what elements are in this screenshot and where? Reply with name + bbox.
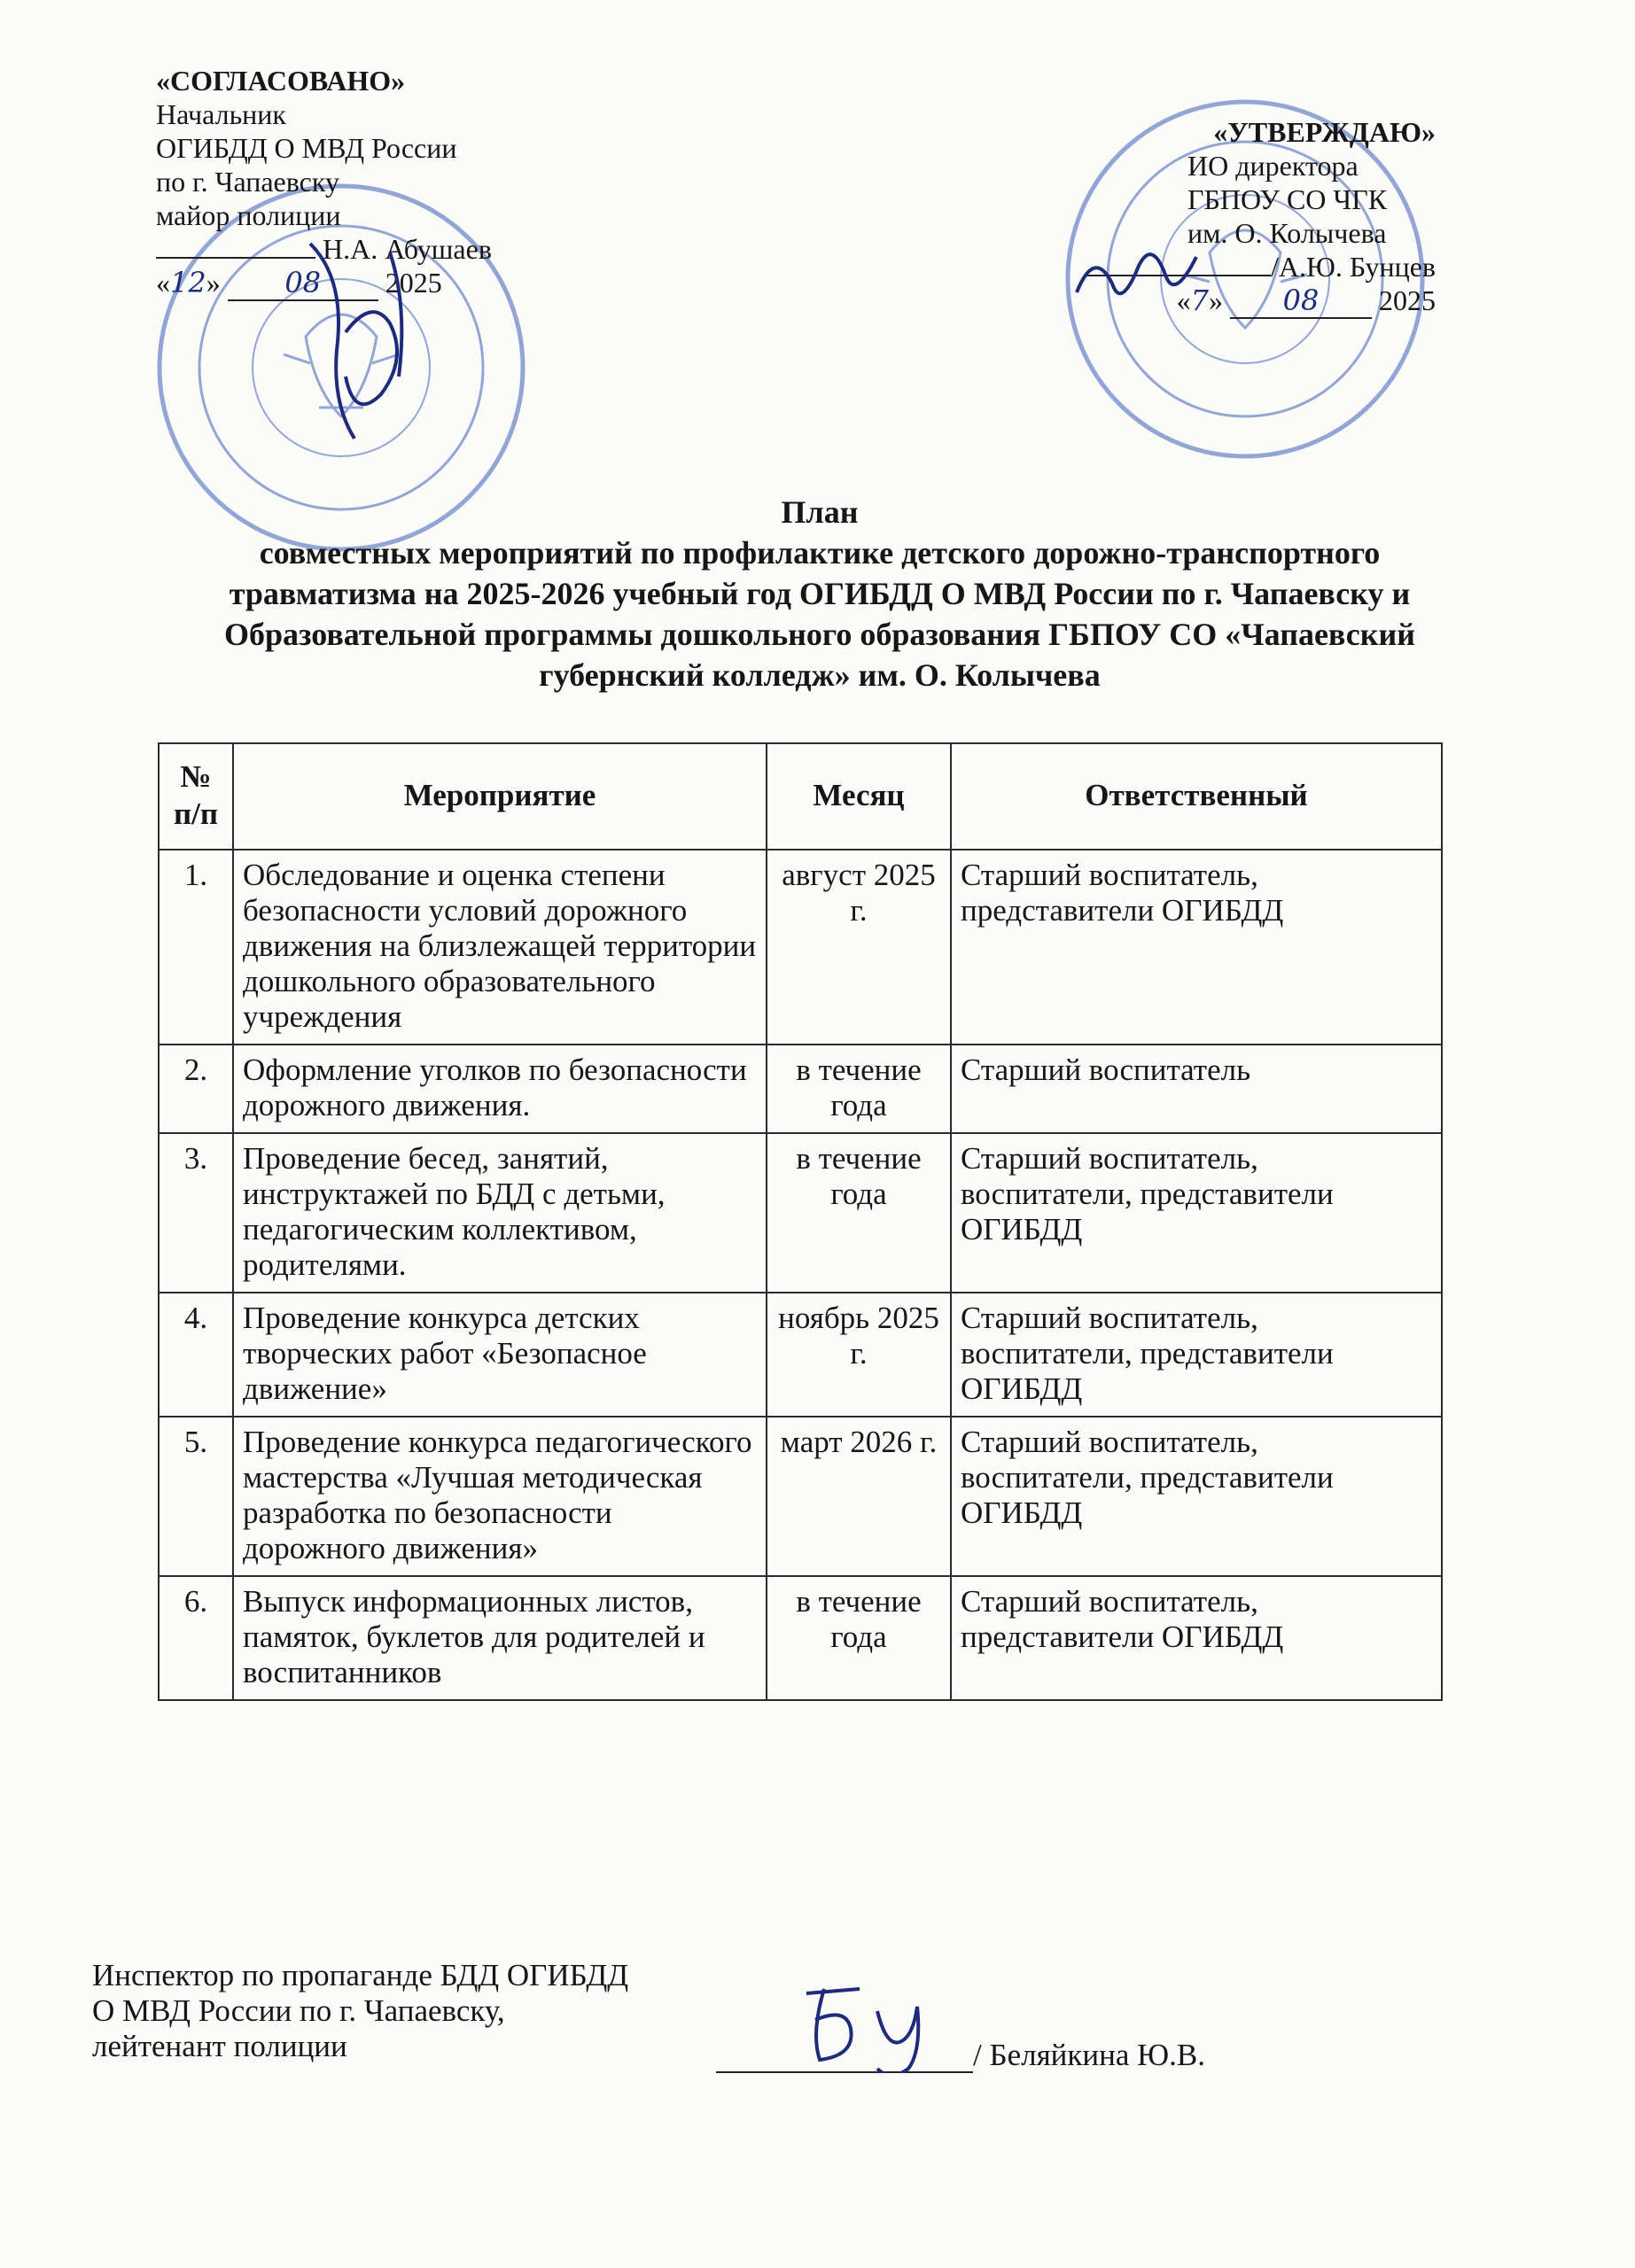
row-responsible: Старший воспитатель, представители ОГИБДД <box>951 850 1442 1045</box>
row-event: Оформление уголков по безопасности дорожного движения. <box>233 1045 767 1133</box>
row-responsible: Старший воспитатель, воспитатели, представители ОГИБДД <box>951 1417 1442 1576</box>
agreed-line: Начальник <box>156 98 286 130</box>
agreed-signer-name: Н.А. Абушаев <box>323 233 492 265</box>
date-quote-open: « <box>156 267 170 299</box>
row-num: 4. <box>159 1293 233 1417</box>
row-month: август 2025 г. <box>767 850 951 1045</box>
approved-line: ГБПОУ СО ЧГК <box>1187 183 1388 215</box>
table-row <box>159 1133 1442 1293</box>
row-responsible: Старший воспитатель, воспитатели, представители ОГИБДД <box>951 1133 1442 1293</box>
row-event: Проведение конкурса детских творческих работ «Безопасное движение» <box>233 1293 767 1417</box>
header-num-line1: № <box>180 759 212 794</box>
header-num-line2: п/п <box>173 796 219 831</box>
plan-title-line: совместных мероприятий по профилактике детского дорожно-транспортного <box>259 535 1381 571</box>
row-num: 1. <box>159 850 233 1045</box>
plan-heading: План <box>781 494 859 530</box>
table-row <box>159 850 1442 1045</box>
approved-handwritten-signature <box>1068 239 1201 319</box>
approved-date-day: 7 <box>1190 284 1209 317</box>
agreed-handwritten-signature <box>292 226 443 456</box>
agreed-date-year: 2025 <box>385 267 442 299</box>
date-quote-close: » <box>1209 284 1223 316</box>
header-responsible: Ответственный <box>951 743 1442 850</box>
table-header-row <box>159 743 1442 850</box>
approved-line: им. О. Колычева <box>1187 217 1387 249</box>
agreed-line: по г. Чапаевску <box>156 166 339 198</box>
agreed-line: майор полиции <box>156 199 341 231</box>
agreed-signature-line <box>156 257 315 259</box>
header-month: Месяц <box>767 743 951 850</box>
header-num <box>159 743 233 850</box>
plan-title <box>71 492 1569 695</box>
row-month: март 2026 г. <box>767 1417 951 1576</box>
agreed-heading: «СОГЛАСОВАНО» <box>156 65 406 97</box>
row-month: ноябрь 2025 г. <box>767 1293 951 1417</box>
row-month: в течение года <box>767 1133 951 1293</box>
plan-title-line: травматизма на 2025-2026 учебный год ОГИБДД О МВД России по г. Чапаевску и <box>229 576 1411 611</box>
inspector-handwritten-signature <box>780 1976 975 2073</box>
plan-title-line: Образовательной программы дошкольного образования ГБПОУ СО «Чапаевский <box>223 617 1416 652</box>
table-row <box>159 1417 1442 1576</box>
row-month: в течение года <box>767 1576 951 1700</box>
table-row <box>159 1293 1442 1417</box>
inspector-line: лейтенант полиции <box>92 2029 347 2063</box>
row-num: 2. <box>159 1045 233 1133</box>
approved-signer-name: /А.Ю. Бунцев <box>1270 251 1436 283</box>
approved-date-year: 2025 <box>1379 284 1436 316</box>
date-quote-open: « <box>1176 284 1191 316</box>
header-event: Мероприятие <box>233 743 767 850</box>
row-num: 3. <box>159 1133 233 1293</box>
inspector-line: О МВД России по г. Чапаевску, <box>92 1993 505 2028</box>
row-responsible: Старший воспитатель, представители ОГИБДД <box>951 1576 1442 1700</box>
approved-heading: «УТВЕРЖДАЮ» <box>1213 116 1436 148</box>
row-event: Обследование и оценка степени безопасности условий дорожного движения на близлежащей территории дошкольного образовательного учреждения <box>233 850 767 1045</box>
agreed-date-month: 08 <box>228 266 378 301</box>
approved-date-month: 08 <box>1230 284 1372 319</box>
plan-table <box>158 742 1443 1701</box>
plan-title-line: губернский колледж» им. О. Колычева <box>539 657 1101 693</box>
agreed-date-day: 12 <box>170 266 206 299</box>
row-event: Проведение конкурса педагогического мастерства «Лучшая методическая разработка по безопасности дорожного движения» <box>233 1417 767 1576</box>
row-month: в течение года <box>767 1045 951 1133</box>
row-event: Выпуск информационных листов, памяток, буклетов для родителей и воспитанников <box>233 1576 767 1700</box>
row-num: 5. <box>159 1417 233 1576</box>
table-row <box>159 1576 1442 1700</box>
inspector-name: / Беляйкина Ю.В. <box>973 2038 1205 2072</box>
row-event: Проведение бесед, занятий, инструктажей по БДД с детьми, педагогическим коллективом, родителями. <box>233 1133 767 1293</box>
date-quote-close: » <box>206 267 221 299</box>
agreed-line: ОГИБДД О МВД России <box>156 132 457 164</box>
approved-line: ИО директора <box>1187 150 1359 182</box>
table-row <box>159 1045 1442 1133</box>
row-responsible: Старший воспитатель <box>951 1045 1442 1133</box>
row-num: 6. <box>159 1576 233 1700</box>
row-responsible: Старший воспитатель, воспитатели, представители ОГИБДД <box>951 1293 1442 1417</box>
inspector-line: Инспектор по пропаганде БДД ОГИБДД <box>92 1958 629 1992</box>
